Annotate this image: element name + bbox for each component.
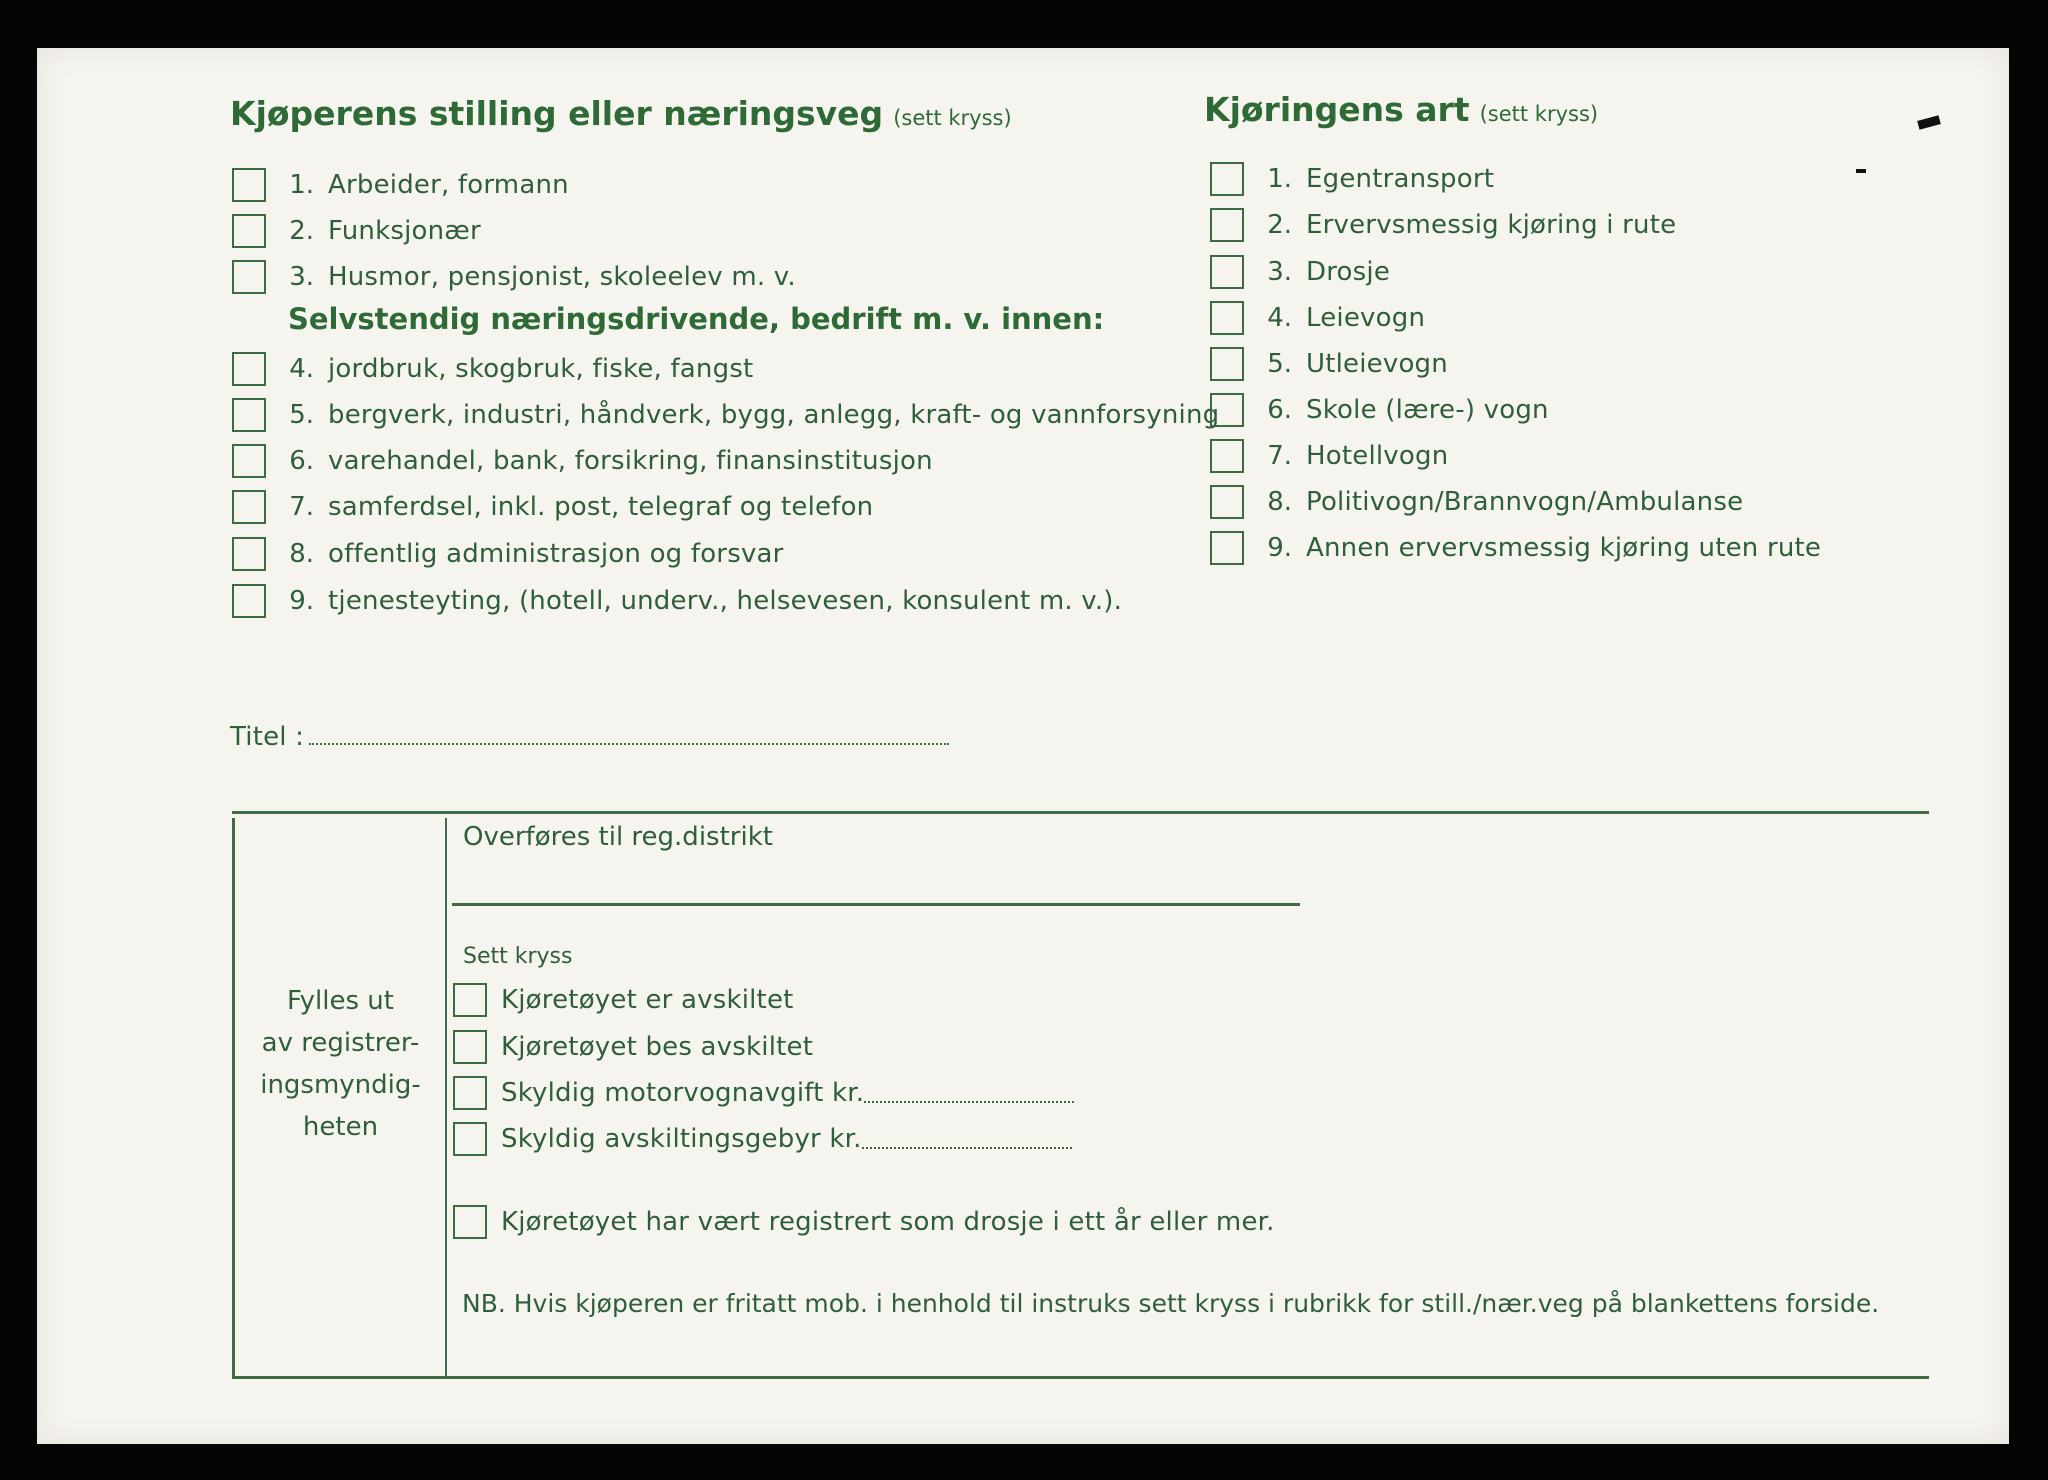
checkbox[interactable] (1210, 347, 1244, 381)
ink-mark (1856, 169, 1866, 173)
option-number: 7. (289, 492, 314, 522)
option-label: Egentransport (1306, 164, 1495, 194)
checkbox[interactable] (453, 1122, 487, 1156)
checkbox[interactable] (453, 1205, 487, 1239)
check-label: Kjøretøyet bes avskiltet (501, 1032, 814, 1062)
option-label: offentlig administrasjon og forsvar (328, 539, 784, 569)
occupation-option-2[interactable] (232, 214, 481, 248)
checkbox[interactable] (1210, 531, 1244, 565)
occupation-option-4[interactable] (232, 352, 753, 386)
checkbox[interactable] (1210, 301, 1244, 335)
driving-type-heading (1204, 90, 1598, 129)
checkbox[interactable] (232, 490, 266, 524)
driving-option-6[interactable] (1210, 393, 1549, 427)
driving-type-heading-text: Kjøringens art (1204, 90, 1470, 129)
buyer-occupation-heading-text: Kjøperens stilling eller næringsveg (230, 94, 884, 133)
occupation-option-8[interactable] (232, 537, 784, 571)
side-label-line: heten (302, 1112, 379, 1142)
deregistration-fee-due-check[interactable] (453, 1122, 1072, 1156)
occupation-option-7[interactable] (232, 490, 873, 524)
checkbox[interactable] (232, 537, 266, 571)
driving-option-8[interactable] (1210, 485, 1743, 519)
side-label-line: Fylles ut (287, 986, 394, 1016)
title-field[interactable] (230, 722, 949, 752)
option-number: 2. (1267, 210, 1292, 240)
option-label: bergverk, industri, håndverk, bygg, anlegg, kraft- og vannforsyning (328, 400, 1220, 430)
authority-side-label (238, 980, 443, 1148)
check-label: Kjøretøyet er avskiltet (501, 985, 794, 1015)
option-number: 4. (289, 354, 314, 384)
checkbox[interactable] (232, 214, 266, 248)
option-number: 8. (289, 539, 314, 569)
mark-instruction: Sett kryss (463, 944, 573, 969)
option-label: Husmor, pensjonist, skoleelev m. v. (328, 262, 796, 292)
option-number: 8. (1267, 487, 1292, 517)
box-bottom-rule (232, 1376, 1929, 1379)
option-number: 5. (289, 400, 314, 430)
box-divider-rule (445, 818, 447, 1378)
option-number: 1. (1267, 164, 1292, 194)
option-number: 3. (1267, 257, 1292, 287)
checkbox[interactable] (232, 352, 266, 386)
option-label: Annen ervervsmessig kjøring uten rute (1306, 533, 1822, 563)
title-label: Titel : (230, 722, 305, 752)
driving-option-5[interactable] (1210, 347, 1448, 381)
driving-option-7[interactable] (1210, 439, 1448, 473)
checkbox[interactable] (232, 398, 266, 432)
check-label: Skyldig motorvognavgift kr. (501, 1078, 865, 1108)
buyer-occupation-heading-note: (sett kryss) (893, 106, 1012, 130)
self-employed-subheading: Selvstendig næringsdrivende, bedrift m. v. innen: (288, 302, 1105, 336)
checkbox[interactable] (232, 584, 266, 618)
checkbox[interactable] (453, 1030, 487, 1064)
box-top-rule (232, 811, 1929, 814)
option-label: Leievogn (1306, 303, 1426, 333)
occupation-option-9[interactable] (232, 584, 1122, 618)
checkbox[interactable] (1210, 255, 1244, 289)
checkbox[interactable] (453, 1076, 487, 1110)
option-label: varehandel, bank, forsikring, finansinstitusjon (328, 446, 933, 476)
side-label-line: ingsmyndig- (260, 1070, 421, 1100)
driving-option-9[interactable] (1210, 531, 1821, 565)
checkbox[interactable] (232, 260, 266, 294)
option-label: tjenesteyting, (hotell, underv., helsevesen, konsulent m. v.). (328, 586, 1123, 616)
checkbox[interactable] (1210, 393, 1244, 427)
option-number: 9. (1267, 533, 1292, 563)
option-number: 2. (289, 216, 314, 246)
option-label: samferdsel, inkl. post, telegraf og telefon (328, 492, 874, 522)
checkbox[interactable] (1210, 485, 1244, 519)
option-number: 3. (289, 262, 314, 292)
nb-note: NB. Hvis kjøperen er fritatt mob. i henhold til instruks sett kryss i rubrikk for still./nær.veg på blankettens forside. (462, 1289, 1880, 1318)
transfer-district-label: Overføres til reg.distrikt (463, 822, 773, 852)
box-left-rule (232, 818, 235, 1378)
option-label: Arbeider, formann (328, 170, 569, 200)
option-number: 4. (1267, 303, 1292, 333)
option-label: Politivogn/Brannvogn/Ambulanse (1306, 487, 1744, 517)
driving-option-3[interactable] (1210, 255, 1390, 289)
option-label: Skole (lære-) vogn (1306, 395, 1549, 425)
occupation-option-6[interactable] (232, 444, 933, 478)
option-label: Drosje (1306, 257, 1391, 287)
title-dotted-line[interactable] (309, 723, 949, 745)
checkbox[interactable] (453, 983, 487, 1017)
option-number: 1. (289, 170, 314, 200)
occupation-option-3[interactable] (232, 260, 796, 294)
checkbox[interactable] (1210, 162, 1244, 196)
option-number: 7. (1267, 441, 1292, 471)
option-label: Ervervsmessig kjøring i rute (1306, 210, 1677, 240)
deregistered-check[interactable] (453, 983, 794, 1017)
amount-dotted-line[interactable] (864, 1083, 1074, 1103)
buyer-occupation-heading (230, 94, 1012, 133)
check-label: Skyldig avskiltingsgebyr kr. (501, 1124, 862, 1154)
option-label: Hotellvogn (1306, 441, 1449, 471)
checkbox[interactable] (232, 444, 266, 478)
checkbox[interactable] (1210, 208, 1244, 242)
driving-type-heading-note: (sett kryss) (1479, 102, 1599, 126)
side-label-line: av registrer- (261, 1028, 420, 1058)
taxi-registration-check[interactable] (453, 1205, 1275, 1239)
driving-option-4[interactable] (1210, 301, 1425, 335)
option-label: Funksjonær (328, 216, 481, 246)
driving-option-2[interactable] (1210, 208, 1676, 242)
option-label: Utleievogn (1306, 349, 1448, 379)
deregister-request-check[interactable] (453, 1030, 813, 1064)
option-number: 5. (1267, 349, 1292, 379)
checkbox[interactable] (1210, 439, 1244, 473)
amount-dotted-line[interactable] (862, 1129, 1072, 1149)
occupation-option-1[interactable] (232, 168, 569, 202)
option-label: jordbruk, skogbruk, fiske, fangst (328, 354, 754, 384)
vehicle-tax-due-check[interactable] (453, 1076, 1074, 1110)
option-number: 9. (289, 586, 314, 616)
check-label: Kjøretøyet har vært registrert som drosje i ett år eller mer. (501, 1207, 1275, 1237)
occupation-option-5[interactable] (232, 398, 1219, 432)
option-number: 6. (1267, 395, 1292, 425)
checkbox[interactable] (232, 168, 266, 202)
driving-option-1[interactable] (1210, 162, 1494, 196)
option-number: 6. (289, 446, 314, 476)
transfer-district-line[interactable] (452, 903, 1300, 906)
